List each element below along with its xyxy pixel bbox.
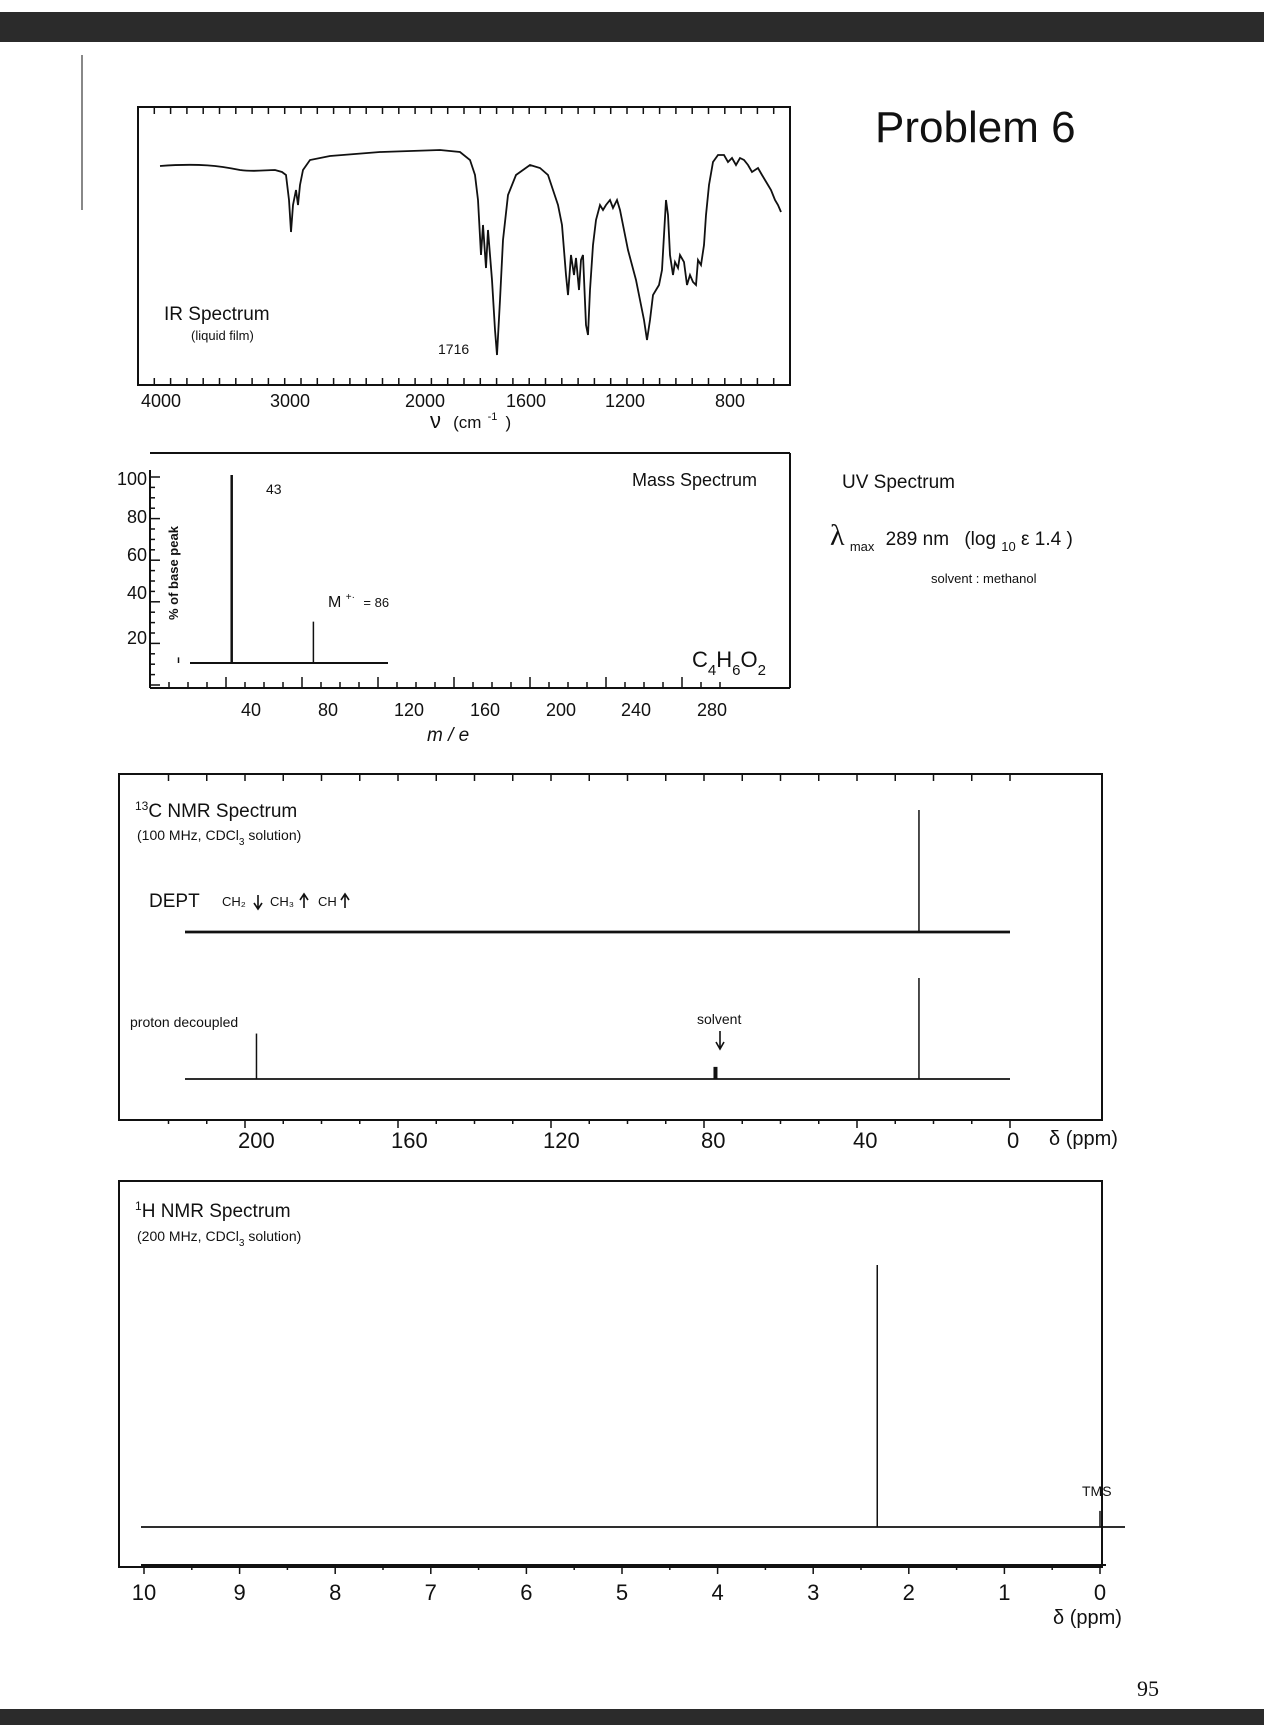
ir-peak-label-1716: 1716 — [438, 341, 470, 357]
uv-solvent: solvent : methanol — [931, 571, 1037, 586]
h1-title-sup: 1 — [135, 1199, 142, 1213]
uv-log-open: (log — [964, 529, 997, 550]
c13-title — [135, 799, 297, 822]
c13-conditions — [137, 827, 301, 848]
h1-peaks — [877, 1265, 1100, 1527]
c13-frame — [119, 774, 1102, 1120]
ms-formula-o: O — [740, 647, 758, 672]
ir-tick-label: 1600 — [506, 391, 547, 411]
c13-dept-label: DEPT — [149, 891, 200, 912]
c13-conditions-b: solution) — [244, 827, 302, 843]
arrow-up-icon — [300, 894, 308, 908]
dept-ch2: CH₂ — [222, 894, 246, 909]
ir-top-ticks — [138, 107, 790, 114]
ms-peak-label-43: 43 — [266, 481, 282, 497]
h1-tick-label: 10 — [131, 1580, 157, 1605]
c13-conditions-sub: 3 — [238, 837, 245, 848]
uv-lambda-sub: max — [849, 539, 875, 554]
h1-conditions — [137, 1228, 301, 1249]
ms-ytick-label: 100 — [117, 469, 148, 489]
ir-tick-label: 4000 — [141, 391, 182, 411]
h1-tick-label: 9 — [233, 1580, 246, 1605]
ms-ytick-label: 60 — [127, 545, 148, 565]
ms-ytick-label: 80 — [127, 507, 148, 527]
ir-xlabel-exp: -1 — [487, 411, 498, 423]
c13-title-sup: 13 — [135, 799, 149, 813]
c13-nmr-spectrum — [119, 774, 1118, 1153]
ir-subtitle: (liquid film) — [191, 328, 254, 343]
ir-bottom-ticks — [138, 378, 790, 385]
c13-top-ticks — [169, 774, 1011, 781]
ms-xlabel: m / e — [427, 725, 470, 746]
ms-formula-c: C — [692, 647, 708, 672]
uv-lambda: λ — [830, 519, 845, 552]
ms-formula — [692, 647, 766, 679]
uv-epsilon: ε 1.4 ) — [1021, 529, 1073, 550]
ms-formula-h: H — [716, 647, 733, 672]
c13-peaks — [256, 810, 918, 1079]
h1-tms-label: TMS — [1082, 1483, 1112, 1499]
ms-ylabel: % of base peak — [166, 526, 181, 620]
ms-ytick-label: 20 — [127, 628, 148, 648]
ms-formula-c-n: 4 — [707, 662, 717, 679]
h1-ticks — [144, 1565, 1100, 1574]
h1-tick-label: 3 — [807, 1580, 820, 1605]
ms-mion-sup: +· — [345, 592, 355, 603]
ir-tick-label: 800 — [715, 391, 746, 411]
h1-tick-label: 4 — [711, 1580, 724, 1605]
ms-x-ticks — [150, 677, 720, 688]
c13-tick-label: 0 — [1007, 1128, 1020, 1153]
arrow-down-icon — [716, 1031, 724, 1049]
ms-xtick-label: 40 — [241, 700, 262, 720]
h1-tick-label: 5 — [615, 1580, 629, 1605]
h1-tick-label: 7 — [424, 1580, 437, 1605]
ms-xtick-label: 120 — [394, 700, 425, 720]
ir-xlabel-close: ) — [505, 413, 512, 432]
ms-xtick-label: 240 — [621, 700, 652, 720]
h1-tick-label: 0 — [1093, 1580, 1107, 1605]
page-title: Problem 6 — [875, 103, 1076, 152]
h1-tick-label: 1 — [998, 1580, 1011, 1605]
ms-title: Mass Spectrum — [632, 470, 758, 490]
dept-ch: CH — [318, 894, 337, 909]
c13-tick-label: 160 — [391, 1128, 428, 1153]
ms-ytick-label: 40 — [127, 583, 148, 603]
h1-tick-label: 8 — [329, 1580, 342, 1605]
uv-spectrum-info — [830, 472, 1073, 586]
ir-title: IR Spectrum — [164, 304, 270, 325]
page-number: 95 — [1137, 1676, 1159, 1701]
mass-spectrum — [117, 453, 790, 746]
ir-spectrum — [138, 107, 790, 433]
h1-conditions-b: solution) — [244, 1228, 302, 1244]
ms-mion-m: M — [328, 594, 342, 611]
ms-xtick-label: 200 — [546, 700, 577, 720]
arrow-down-icon — [254, 895, 262, 909]
h1-axis-unit: δ (ppm) — [1053, 1607, 1122, 1629]
uv-lambda-line — [830, 519, 1073, 556]
h1-title-main: H NMR Spectrum — [141, 1201, 291, 1222]
c13-tick-label: 80 — [701, 1128, 726, 1153]
h1-conditions-a: (200 MHz, CDCl — [137, 1228, 239, 1244]
ir-xlabel-unit: (cm — [453, 413, 482, 432]
h1-tick-label: 6 — [520, 1580, 533, 1605]
c13-tick-label: 120 — [543, 1128, 580, 1153]
c13-solvent-label: solvent — [697, 1011, 742, 1027]
ir-tick-label: 1200 — [605, 391, 646, 411]
ms-xtick-label: 160 — [470, 700, 501, 720]
ms-y-ticks — [150, 477, 160, 685]
ms-mion-value: = 86 — [363, 595, 390, 610]
h1-conditions-sub: 3 — [238, 1238, 245, 1249]
ir-tick-label: 3000 — [270, 391, 311, 411]
ms-peaks — [179, 475, 314, 663]
c13-title-main: C NMR Spectrum — [148, 801, 298, 822]
c13-conditions-a: (100 MHz, CDCl — [137, 827, 239, 843]
h1-tick-label: 2 — [902, 1580, 915, 1605]
h1-tick-labels — [132, 1580, 1106, 1605]
c13-bottom-ticks — [169, 1120, 1011, 1128]
ms-xtick-label: 280 — [697, 700, 728, 720]
c13-decoupled-label: proton decoupled — [130, 1014, 239, 1030]
uv-log-sub: 10 — [1001, 539, 1016, 554]
ir-xlabel-nu: ν — [430, 408, 441, 433]
c13-axis-unit: δ (ppm) — [1049, 1128, 1118, 1150]
uv-value: 289 nm — [885, 529, 950, 550]
uv-title: UV Spectrum — [842, 472, 955, 493]
ms-formula-h-n: 6 — [732, 662, 741, 679]
ms-molecular-ion-label — [328, 587, 389, 611]
c13-tick-label: 200 — [238, 1128, 275, 1153]
h1-nmr-spectrum — [119, 1181, 1125, 1629]
dept-ch3: CH₃ — [270, 894, 295, 909]
h1-title — [135, 1199, 291, 1222]
ms-formula-o-n: 2 — [757, 662, 766, 679]
ms-xtick-label: 80 — [318, 700, 339, 720]
ir-tick-label: 2000 — [405, 391, 446, 411]
arrow-up-icon — [341, 894, 349, 908]
c13-tick-label: 40 — [853, 1128, 878, 1153]
